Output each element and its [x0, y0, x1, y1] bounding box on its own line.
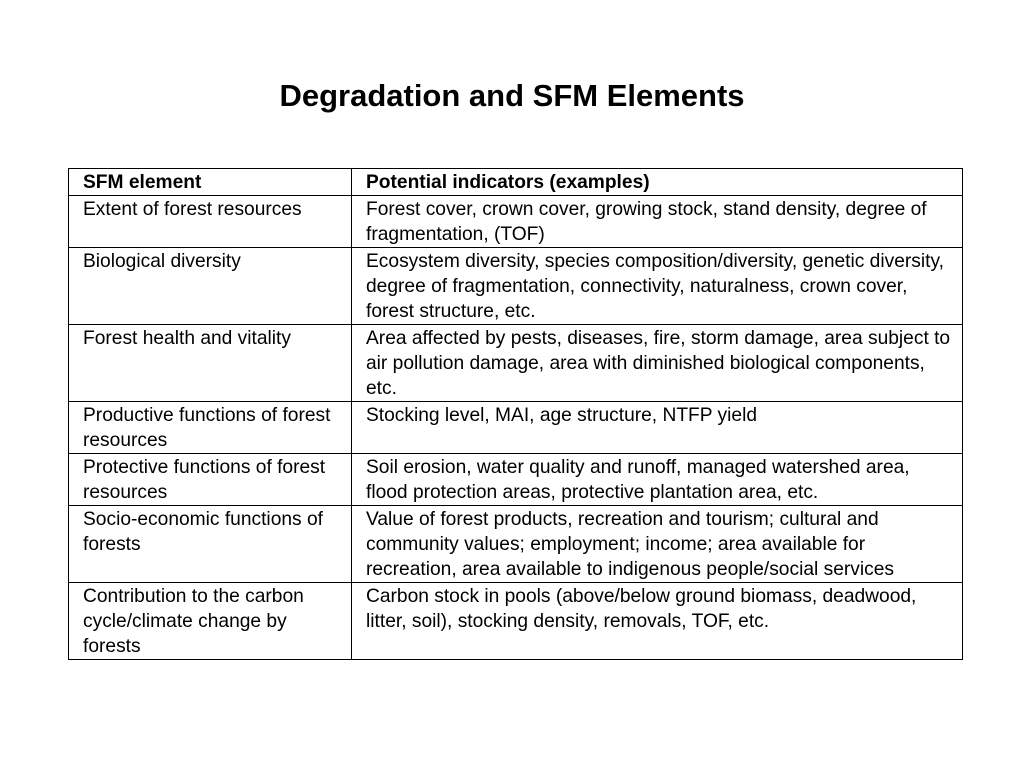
table-row [69, 196, 963, 248]
table-row [69, 583, 963, 660]
table-row [69, 454, 963, 506]
indicators-cell: Ecosystem diversity, species composition/diversity, genetic diversity, degree of fragmentation, connectivity, naturalness, crown cover, forest structure, etc. [352, 248, 963, 325]
indicators-cell: Stocking level, MAI, age structure, NTFP yield [352, 402, 963, 454]
indicators-cell: Area affected by pests, diseases, fire, storm damage, area subject to air pollution damage, area with diminished biological components, etc. [352, 325, 963, 402]
indicators-cell: Carbon stock in pools (above/below ground biomass, deadwood, litter, soil), stocking density, removals, TOF, etc. [352, 583, 963, 660]
sfm-element-cell: Biological diversity [69, 248, 352, 325]
sfm-element-cell: Productive functions of forest resources [69, 402, 352, 454]
indicators-cell: Soil erosion, water quality and runoff, managed watershed area, flood protection areas, protective plantation area, etc. [352, 454, 963, 506]
column-header-sfm-element: SFM element [69, 169, 352, 196]
sfm-element-cell: Extent of forest resources [69, 196, 352, 248]
table-row [69, 506, 963, 583]
table-header-row [69, 169, 963, 196]
sfm-element-cell: Protective functions of forest resources [69, 454, 352, 506]
sfm-element-cell: Contribution to the carbon cycle/climate change by forests [69, 583, 352, 660]
table-row [69, 325, 963, 402]
sfm-element-cell: Forest health and vitality [69, 325, 352, 402]
column-header-potential-indicators: Potential indicators (examples) [352, 169, 963, 196]
indicators-cell: Value of forest products, recreation and tourism; cultural and community values; employment; income; area available for recreation, area available to indigenous people/social services [352, 506, 963, 583]
sfm-indicators-table [68, 168, 963, 660]
table-row [69, 248, 963, 325]
table-row [69, 402, 963, 454]
indicators-cell: Forest cover, crown cover, growing stock, stand density, degree of fragmentation, (TOF) [352, 196, 963, 248]
sfm-element-cell: Socio-economic functions of forests [69, 506, 352, 583]
slide-title: Degradation and SFM Elements [279, 78, 745, 113]
